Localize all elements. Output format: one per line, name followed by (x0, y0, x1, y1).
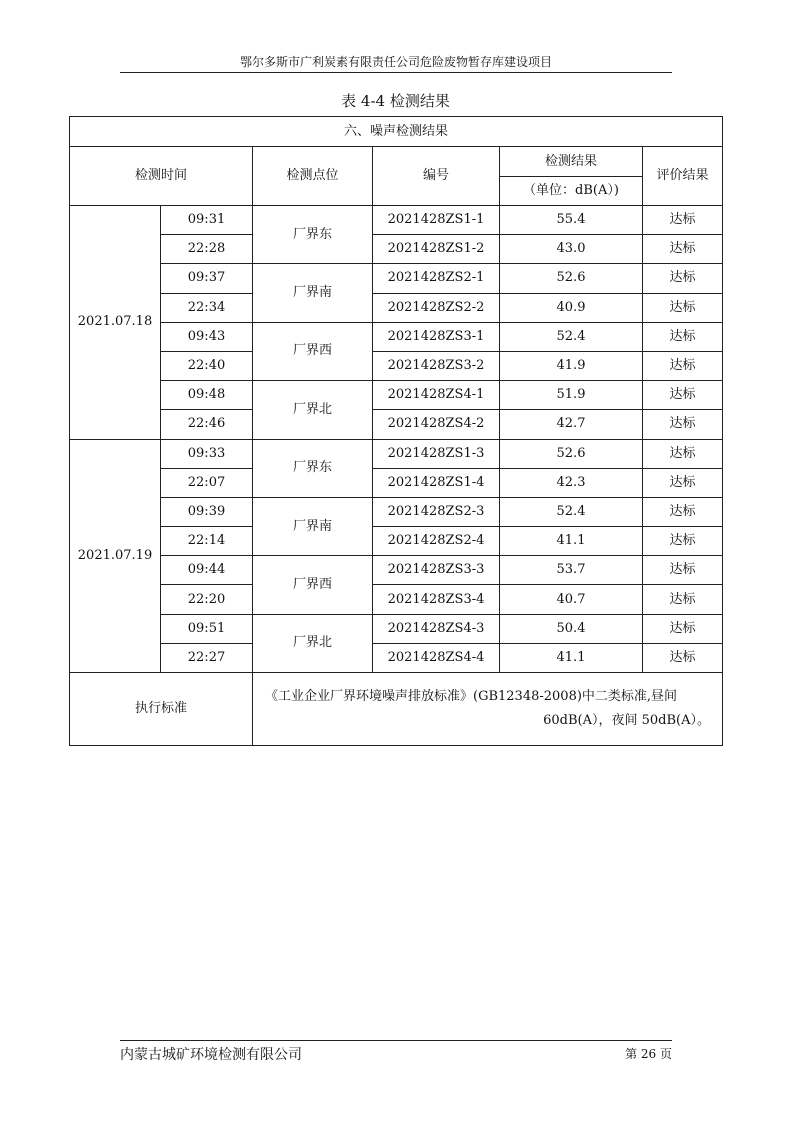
header-rule (120, 72, 672, 73)
value-cell: 41.1 (500, 643, 643, 672)
eval-cell: 达标 (643, 322, 723, 351)
eval-cell: 达标 (643, 527, 723, 556)
table-row (70, 556, 723, 585)
time-cell: 22:14 (161, 527, 253, 556)
point-cell: 厂界西 (253, 556, 373, 614)
code-cell: 2021428ZS1-1 (373, 206, 500, 235)
eval-cell: 达标 (643, 410, 723, 439)
eval-cell: 达标 (643, 381, 723, 410)
value-cell: 42.3 (500, 468, 643, 497)
footer-company: 内蒙古城矿环境检测有限公司 (120, 1047, 302, 1063)
time-cell: 22:28 (161, 235, 253, 264)
table-row (70, 381, 723, 410)
eval-cell: 达标 (643, 264, 723, 293)
time-cell: 09:44 (161, 556, 253, 585)
section-title: 六、噪声检测结果 (70, 117, 723, 147)
time-cell: 09:31 (161, 206, 253, 235)
table-row (70, 235, 723, 264)
page-number: 第 26 页 (625, 1047, 672, 1061)
eval-cell: 达标 (643, 439, 723, 468)
value-cell: 43.0 (500, 235, 643, 264)
eval-cell: 达标 (643, 497, 723, 526)
value-cell: 52.6 (500, 264, 643, 293)
date-cell: 2021.07.18 (70, 206, 161, 440)
point-cell: 厂界北 (253, 381, 373, 439)
eval-cell: 达标 (643, 293, 723, 322)
time-cell: 22:27 (161, 643, 253, 672)
code-cell: 2021428ZS3-4 (373, 585, 500, 614)
running-header: 鄂尔多斯市广利炭素有限责任公司危险废物暂存库建设项目 (239, 55, 552, 69)
code-cell: 2021428ZS2-3 (373, 497, 500, 526)
table-row (70, 351, 723, 380)
eval-cell: 达标 (643, 556, 723, 585)
standard-label: 执行标准 (70, 673, 253, 746)
table-row (70, 206, 723, 235)
value-cell: 40.7 (500, 585, 643, 614)
time-cell: 09:33 (161, 439, 253, 468)
table-row (70, 410, 723, 439)
table-row (70, 527, 723, 556)
value-cell: 50.4 (500, 614, 643, 643)
table-row (70, 497, 723, 526)
code-cell: 2021428ZS3-1 (373, 322, 500, 351)
value-cell: 41.1 (500, 527, 643, 556)
time-cell: 09:37 (161, 264, 253, 293)
time-cell: 22:20 (161, 585, 253, 614)
code-cell: 2021428ZS1-3 (373, 439, 500, 468)
table-row (70, 264, 723, 293)
value-cell: 52.4 (500, 322, 643, 351)
time-cell: 22:40 (161, 351, 253, 380)
date-cell: 2021.07.19 (70, 439, 161, 673)
eval-cell: 达标 (643, 206, 723, 235)
table-caption: 表 4-4 检测结果 (341, 92, 450, 110)
header-result: 检测结果 (500, 147, 643, 177)
eval-cell: 达标 (643, 468, 723, 497)
table-row (70, 293, 723, 322)
code-cell: 2021428ZS4-3 (373, 614, 500, 643)
time-cell: 09:43 (161, 322, 253, 351)
value-cell: 42.7 (500, 410, 643, 439)
noise-results-table (69, 116, 723, 746)
header-code: 编号 (373, 147, 500, 206)
table-row (70, 439, 723, 468)
point-cell: 厂界南 (253, 264, 373, 322)
point-cell: 厂界东 (253, 439, 373, 497)
table-row (70, 585, 723, 614)
table-row (70, 643, 723, 672)
header-unit: （单位：dB(A）) (500, 177, 643, 206)
table-row (70, 322, 723, 351)
eval-cell: 达标 (643, 585, 723, 614)
eval-cell: 达标 (643, 643, 723, 672)
time-cell: 22:46 (161, 410, 253, 439)
table-row (70, 468, 723, 497)
value-cell: 53.7 (500, 556, 643, 585)
table-row (70, 614, 723, 643)
time-cell: 22:07 (161, 468, 253, 497)
point-cell: 厂界西 (253, 322, 373, 380)
time-cell: 09:48 (161, 381, 253, 410)
footer-rule (120, 1040, 672, 1041)
header-eval: 评价结果 (643, 147, 723, 206)
eval-cell: 达标 (643, 235, 723, 264)
point-cell: 厂界南 (253, 497, 373, 555)
time-cell: 09:51 (161, 614, 253, 643)
value-cell: 41.9 (500, 351, 643, 380)
time-cell: 09:39 (161, 497, 253, 526)
eval-cell: 达标 (643, 614, 723, 643)
code-cell: 2021428ZS4-1 (373, 381, 500, 410)
code-cell: 2021428ZS2-1 (373, 264, 500, 293)
value-cell: 52.4 (500, 497, 643, 526)
value-cell: 55.4 (500, 206, 643, 235)
code-cell: 2021428ZS3-2 (373, 351, 500, 380)
point-cell: 厂界北 (253, 614, 373, 672)
code-cell: 2021428ZS4-4 (373, 643, 500, 672)
header-time: 检测时间 (70, 147, 253, 206)
code-cell: 2021428ZS4-2 (373, 410, 500, 439)
value-cell: 52.6 (500, 439, 643, 468)
code-cell: 2021428ZS1-4 (373, 468, 500, 497)
code-cell: 2021428ZS1-2 (373, 235, 500, 264)
value-cell: 40.9 (500, 293, 643, 322)
time-cell: 22:34 (161, 293, 253, 322)
eval-cell: 达标 (643, 351, 723, 380)
standard-text (253, 673, 723, 746)
standard-line-2: 60dB(A），夜间 50dB(A）。 (543, 713, 711, 728)
header-point: 检测点位 (253, 147, 373, 206)
point-cell: 厂界东 (253, 206, 373, 264)
standard-line-1: 《工业企业厂界环境噪声排放标准》(GB12348-2008)中二类标准,昼间 (265, 689, 678, 704)
value-cell: 51.9 (500, 381, 643, 410)
code-cell: 2021428ZS3-3 (373, 556, 500, 585)
code-cell: 2021428ZS2-4 (373, 527, 500, 556)
code-cell: 2021428ZS2-2 (373, 293, 500, 322)
